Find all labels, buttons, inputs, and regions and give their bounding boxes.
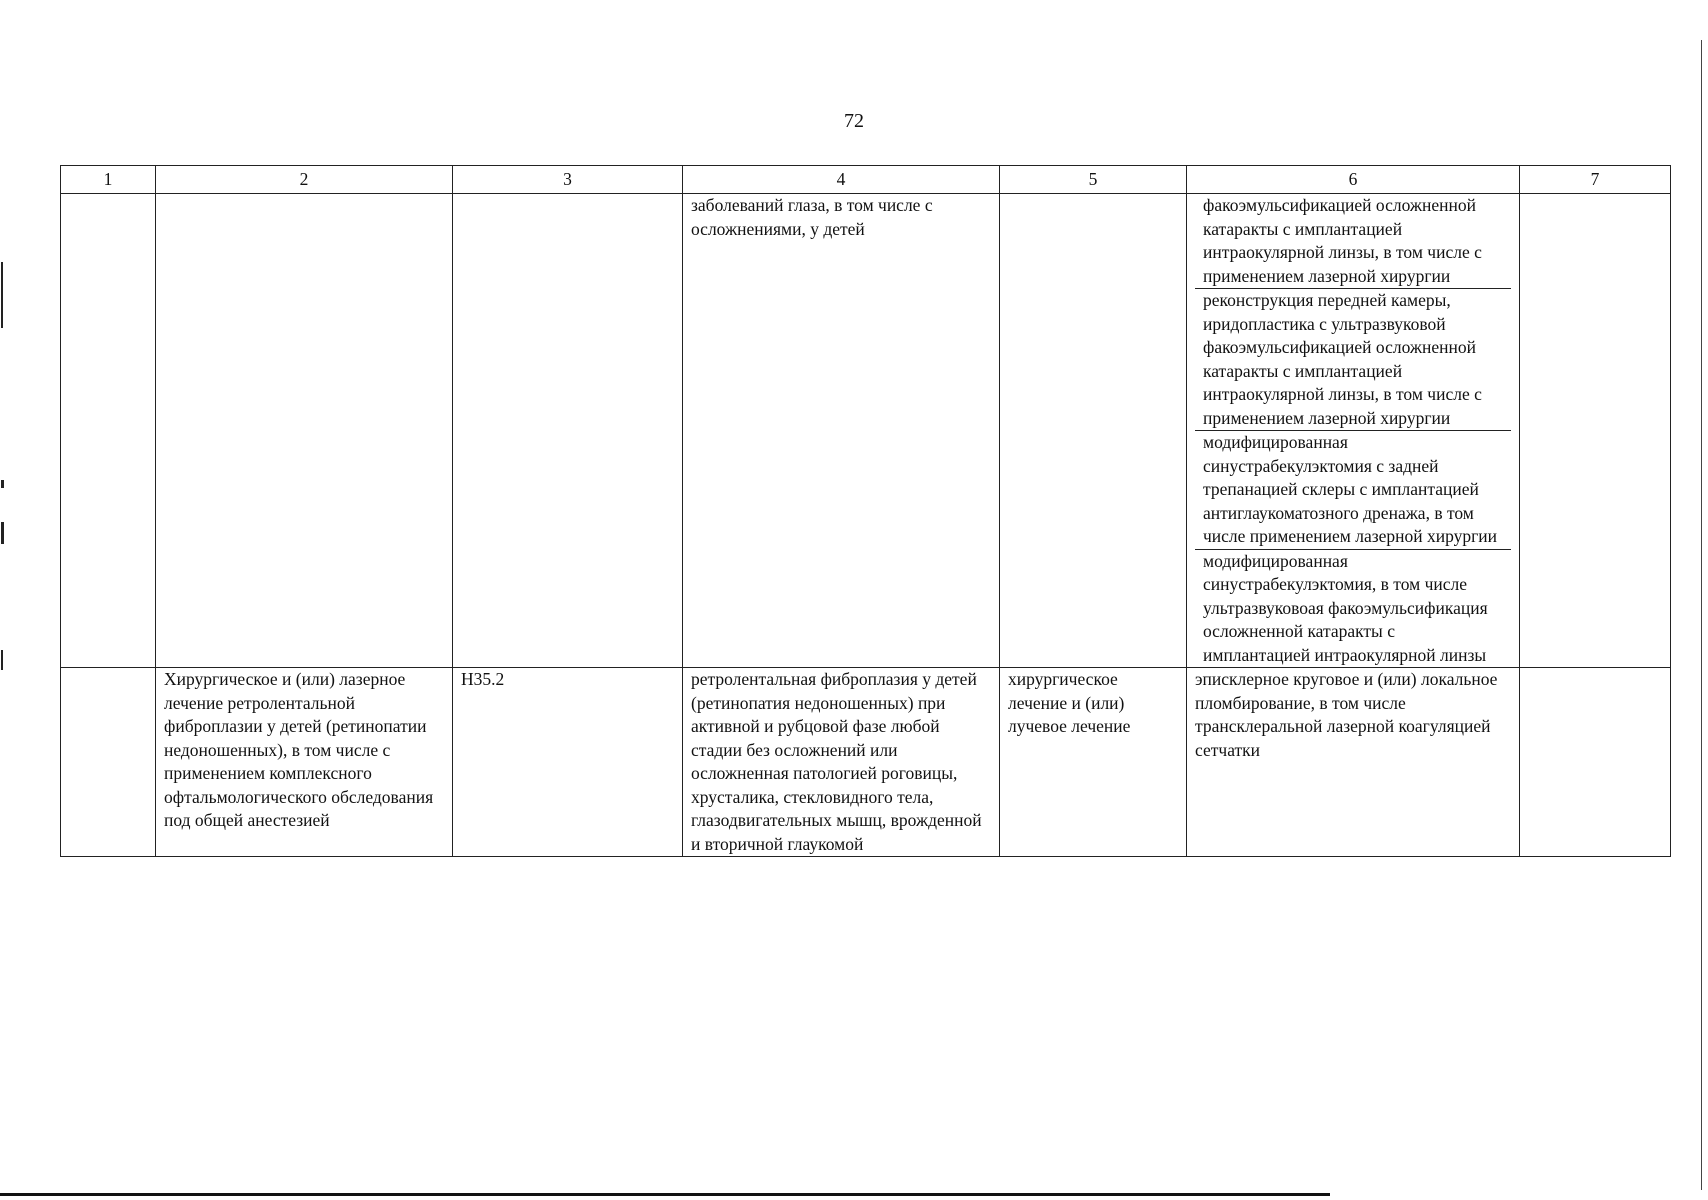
row1-col4-cell: заболеваний глаза, в том числе с осложнениями, у детей [683, 194, 1000, 668]
scan-edge-mark [1, 650, 3, 670]
row1-col1-cell [61, 194, 156, 668]
row1-col2-cell [156, 194, 453, 668]
scan-edge-mark [1, 480, 4, 488]
treatment-method-item: модифицированная синустрабекулэктомия с задней трепанацией склеры с имплантацией антиглаукоматозного дренажа, в том числе применением лазерной хирургии [1195, 431, 1511, 550]
row2-col5-cell: хирургическое лечение и (или) лучевое лечение [1000, 668, 1187, 857]
table-row [61, 668, 1671, 857]
table-row [61, 194, 1671, 668]
scan-edge-mark [1, 522, 4, 544]
row1-col5-cell [1000, 194, 1187, 668]
row1-col6-cell [1187, 194, 1520, 668]
services-table [60, 165, 1671, 857]
header-col-3: 3 [453, 166, 683, 194]
row1-col7-cell [1520, 194, 1671, 668]
row2-col1-cell [61, 668, 156, 857]
header-col-7: 7 [1520, 166, 1671, 194]
row2-col4-cell: ретролентальная фиброплазия у детей (ретинопатия недоношенных) при активной и рубцовой фазе любой стадии без осложнений или осложненная патологией роговицы, хрусталика, стекловидного тела, глазодвигательных мышц, врожденной и вторичной глаукомой [683, 668, 1000, 857]
row2-col3-cell: H35.2 [453, 668, 683, 857]
header-col-4: 4 [683, 166, 1000, 194]
scan-edge-mark [1, 262, 3, 328]
row2-col6-cell: эписклерное круговое и (или) локальное пломбирование, в том числе трансклеральной лазерной коагуляцией сетчатки [1187, 668, 1520, 857]
header-col-5: 5 [1000, 166, 1187, 194]
row2-col2-cell: Хирургическое и (или) лазерное лечение ретролентальной фиброплазии у детей (ретинопатии недоношенных), в том числе с применением комплексного офтальмологического обследования под общей анестезией [156, 668, 453, 857]
scan-right-edge [1701, 40, 1702, 1190]
treatment-method-item: факоэмульсификацией осложненной катаракты с имплантацией интраокулярной линзы, в том числе с применением лазерной хирургии [1195, 194, 1511, 289]
treatment-methods-list [1195, 194, 1511, 667]
header-row [61, 166, 1671, 194]
page-number: 72 [844, 110, 864, 132]
header-col-1: 1 [61, 166, 156, 194]
header-col-2: 2 [156, 166, 453, 194]
scan-bottom-rule [0, 1193, 1330, 1196]
header-col-6: 6 [1187, 166, 1520, 194]
row1-col3-cell [453, 194, 683, 668]
row2-col7-cell [1520, 668, 1671, 857]
treatment-method-item: реконструкция передней камеры, иридопластика с ультразвуковой факоэмульсификацией осложненной катаракты с имплантацией интраокулярной линзы, в том числе с применением лазерной хирургии [1195, 289, 1511, 431]
treatment-method-item: модифицированная синустрабекулэктомия, в том числе ультразвуковоая факоэмульсификация осложненной катаракты с имплантацией интраокулярной линзы [1203, 550, 1488, 665]
